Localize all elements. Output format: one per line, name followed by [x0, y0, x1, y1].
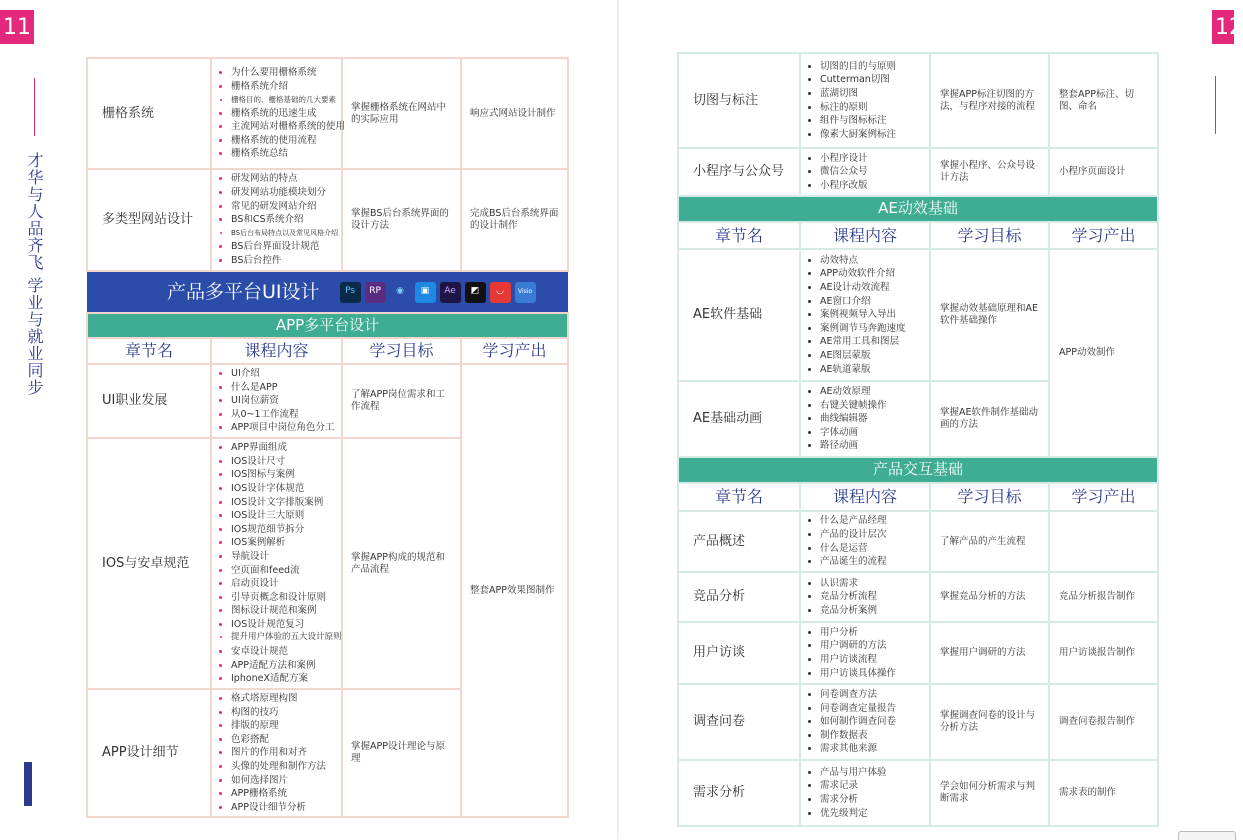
header-row	[87, 338, 568, 364]
content-item: • IphoneX适配方案	[231, 672, 337, 686]
software-icon: Ae	[440, 282, 461, 303]
section-title-row	[87, 313, 568, 338]
software-icon: ◡	[490, 282, 511, 303]
content-item: • 如何制作调查问卷	[820, 715, 925, 729]
content-item: • 引导页概念和设计原则	[231, 591, 337, 605]
content-item: • 动效特点	[820, 254, 925, 268]
header-output: 学习产出	[1049, 483, 1158, 511]
content-item: • 栅格系统介绍	[231, 80, 337, 94]
table-row	[678, 53, 1158, 148]
learning-goal: 掌握AE软件制作基础动画的方法	[930, 381, 1049, 457]
learning-goal: 了解产品的产生流程	[930, 511, 1049, 572]
content-item: • AE窗口介绍	[820, 295, 925, 309]
table-row	[87, 364, 568, 438]
learning-goal: 掌握栅格系统在网站中的实际应用	[342, 58, 461, 169]
course-content	[800, 249, 930, 381]
content-item: • 小程序设计	[820, 152, 925, 166]
content-item: • 组件与图标标注	[820, 114, 925, 128]
section-title: 产品交互基础	[678, 457, 1158, 483]
chapter-name: 产品概述	[678, 511, 800, 572]
content-item: • 图标设计规范和案例	[231, 604, 337, 618]
section-banner-row	[87, 271, 568, 313]
content-item: • 安卓设计规范	[231, 645, 337, 659]
content-item: • 字体动画	[820, 426, 925, 440]
course-content	[800, 684, 930, 760]
left-curriculum-table	[86, 57, 569, 818]
content-item: • 头像的处理和制作方法	[231, 760, 337, 774]
software-icon: ◉	[390, 282, 411, 303]
learning-output: 竞品分析报告制作	[1049, 572, 1158, 622]
header-goal: 学习目标	[930, 222, 1049, 249]
content-item: • 提升用户体验的五大设计原则	[231, 631, 337, 645]
chapter-name: 需求分析	[678, 760, 800, 826]
learning-output: 用户访谈报告制作	[1049, 622, 1158, 684]
learning-goal: 学会如何分析需求与判断需求	[930, 760, 1049, 826]
content-item: • Cutterman切图	[820, 73, 925, 87]
content-item: • 曲线编辑器	[820, 412, 925, 426]
content-item: • 路径动画	[820, 439, 925, 453]
learning-goal: 掌握竞品分析的方法	[930, 572, 1049, 622]
chapter-name: 用户访谈	[678, 622, 800, 684]
chapter-name: AE软件基础	[678, 249, 800, 381]
content-item: • 用户调研的方法	[820, 639, 925, 653]
content-item: • AE轨道蒙版	[820, 363, 925, 377]
header-row	[678, 483, 1158, 511]
table-row	[87, 58, 568, 169]
section-title: AE动效基础	[678, 196, 1158, 222]
content-item: • 启动页设计	[231, 577, 337, 591]
chapter-name: UI职业发展	[87, 364, 211, 438]
content-item: • IOS设计三大原则	[231, 509, 337, 523]
course-content	[800, 148, 930, 196]
chapter-name: 竞品分析	[678, 572, 800, 622]
content-item: • APP动效软件介绍	[820, 267, 925, 281]
section-title: APP多平台设计	[87, 313, 568, 338]
content-item: • 常见的研发网站介绍	[231, 200, 337, 214]
content-item: • 排版的原理	[231, 719, 337, 733]
table-row	[678, 511, 1158, 572]
content-item: • 微信公众号	[820, 165, 925, 179]
learning-output: APP动效制作	[1049, 249, 1158, 457]
learning-output: 整套APP效果图制作	[461, 364, 568, 817]
content-item: • 蓝湖切图	[820, 87, 925, 101]
content-item: • 案例调节马奔跑速度	[820, 322, 925, 336]
content-item: • 空页面和feed流	[231, 564, 337, 578]
content-item: • IOS设计文字排版案例	[231, 496, 337, 510]
content-item: • AE常用工具和图层	[820, 335, 925, 349]
software-icon: ◩	[465, 282, 486, 303]
content-item: • 图片的作用和对齐	[231, 746, 337, 760]
header-row	[678, 222, 1158, 249]
content-item: • 研发网站功能模块划分	[231, 186, 337, 200]
content-item: • 问卷调查方法	[820, 688, 925, 702]
book-spine	[617, 0, 619, 839]
learning-goal: 掌握APP构成的规范和产品流程	[342, 438, 461, 689]
content-item: • 产品诞生的流程	[820, 555, 925, 569]
course-content	[800, 381, 930, 457]
course-content	[800, 511, 930, 572]
content-item: • BS后台控件	[231, 254, 337, 268]
course-content	[800, 622, 930, 684]
header-chapter: 章节名	[678, 483, 800, 511]
content-item: • 色彩搭配	[231, 733, 337, 747]
content-item: • 竞品分析流程	[820, 590, 925, 604]
header-content: 课程内容	[211, 338, 342, 364]
content-item: • APP设计细节分析	[231, 801, 337, 815]
learning-output: 调查问卷报告制作	[1049, 684, 1158, 760]
page-number-left: 11	[0, 10, 34, 44]
table-row	[87, 169, 568, 271]
table-row	[678, 249, 1158, 381]
table-row	[678, 760, 1158, 826]
content-item: • AE设计动效流程	[820, 281, 925, 295]
learning-output	[1049, 511, 1158, 572]
learning-goal: 掌握用户调研的方法	[930, 622, 1049, 684]
software-icon: ▣	[415, 282, 436, 303]
content-item: • 案例视频导入导出	[820, 308, 925, 322]
banner-title: 产品多平台UI设计	[167, 280, 320, 303]
content-item: • 什么是运营	[820, 542, 925, 556]
content-item: • 需求其他来源	[820, 742, 925, 756]
content-item: • IOS规范细节拆分	[231, 523, 337, 537]
content-item: • BS后台界面设计规范	[231, 240, 337, 254]
content-item: • APP界面组成	[231, 441, 337, 455]
page-number-right: 12	[1212, 10, 1234, 44]
content-item: • BS和CS系统介绍	[231, 213, 337, 227]
learning-goal: 掌握APP设计理论与原理	[342, 689, 461, 817]
page-corner-tab	[1178, 831, 1236, 840]
content-item: • 栅格系统总结	[231, 147, 337, 161]
content-item: • 如何选择图片	[231, 774, 337, 788]
content-item: • IOS设计字体规范	[231, 482, 337, 496]
header-chapter: 章节名	[87, 338, 211, 364]
content-item: • 栅格系统的使用流程	[231, 134, 337, 148]
content-item: • 产品的设计层次	[820, 528, 925, 542]
content-item: • 优先级判定	[820, 807, 925, 821]
content-item: • IOS案例解析	[231, 536, 337, 550]
content-item: • 用户访谈具体操作	[820, 667, 925, 681]
learning-output: 响应式网站设计制作	[461, 58, 568, 169]
content-item: • 为什么要用栅格系统	[231, 66, 337, 80]
header-goal: 学习目标	[342, 338, 461, 364]
content-item: • 栅格系统的迅速生成	[231, 107, 337, 121]
content-item: • 什么是产品经理	[820, 514, 925, 528]
course-content	[800, 53, 930, 148]
software-icons	[340, 282, 536, 303]
content-item: • 产品与用户体验	[820, 766, 925, 780]
header-goal: 学习目标	[930, 483, 1049, 511]
table-row	[678, 148, 1158, 196]
learning-output: 小程序页面设计	[1049, 148, 1158, 196]
section-title-row	[678, 457, 1158, 483]
learning-output: 整套APP标注、切图、命名	[1049, 53, 1158, 148]
course-content	[211, 438, 342, 689]
content-item: • 栅格目的、栅格基础的几大要素	[231, 93, 337, 107]
chapter-name: IOS与安卓规范	[87, 438, 211, 689]
header-chapter: 章节名	[678, 222, 800, 249]
course-content	[211, 169, 342, 271]
content-item: • IOS图标与案例	[231, 468, 337, 482]
header-content: 课程内容	[800, 483, 930, 511]
course-content	[800, 760, 930, 826]
content-item: • 构图的技巧	[231, 706, 337, 720]
learning-goal: 掌握动效基础原理和AE软件基础操作	[930, 249, 1049, 381]
chapter-name: 多类型网站设计	[87, 169, 211, 271]
learning-output: 完成BS后台系统界面的设计制作	[461, 169, 568, 271]
content-item: • 认识需求	[820, 577, 925, 591]
chapter-name: 切图与标注	[678, 53, 800, 148]
software-icon: RP	[365, 282, 386, 303]
software-icon: Ps	[340, 282, 361, 303]
learning-goal: 掌握调查问卷的设计与分析方法	[930, 684, 1049, 760]
chapter-name: 小程序与公众号	[678, 148, 800, 196]
content-item: • 用户访谈流程	[820, 653, 925, 667]
course-content	[211, 689, 342, 817]
chapter-name: AE基础动画	[678, 381, 800, 457]
divider-line-right	[1215, 76, 1216, 134]
content-item: • APP适配方法和案例	[231, 659, 337, 673]
divider-line-left	[34, 78, 35, 136]
learning-goal: 掌握小程序、公众号设计方法	[930, 148, 1049, 196]
learning-output: 需求表的制作	[1049, 760, 1158, 826]
content-item: • 小程序改版	[820, 179, 925, 193]
header-output: 学习产出	[461, 338, 568, 364]
content-item: • IOS设计规范复习	[231, 618, 337, 632]
content-item: • UI介绍	[231, 367, 337, 381]
content-item: • UI岗位薪资	[231, 394, 337, 408]
side-slogan: 才华与人品齐飞 学业与就业同步	[25, 152, 44, 397]
content-item: • 什么是APP	[231, 381, 337, 395]
content-item: • 竞品分析案例	[820, 604, 925, 618]
content-item: • 问卷调查定量报告	[820, 702, 925, 716]
table-row	[678, 572, 1158, 622]
content-item: • 从0~1工作流程	[231, 408, 337, 422]
software-icon: Visio	[515, 282, 536, 303]
content-item: • 主流网站对栅格系统的使用	[231, 120, 337, 134]
chapter-name: APP设计细节	[87, 689, 211, 817]
section-banner	[87, 271, 568, 313]
right-curriculum-table	[677, 52, 1159, 827]
chapter-name: 调查问卷	[678, 684, 800, 760]
course-content	[211, 364, 342, 438]
content-item: • IOS设计尺寸	[231, 455, 337, 469]
content-item: • 像素大厨案例标注	[820, 128, 925, 142]
header-output: 学习产出	[1049, 222, 1158, 249]
content-item: • 研发网站的特点	[231, 172, 337, 186]
content-item: • 标注的原则	[820, 101, 925, 115]
chapter-name: 栅格系统	[87, 58, 211, 169]
content-item: • 格式塔原理构图	[231, 692, 337, 706]
table-row	[678, 622, 1158, 684]
content-item: • 制作数据表	[820, 729, 925, 743]
content-item: • AE图层蒙版	[820, 349, 925, 363]
section-title-row	[678, 196, 1158, 222]
content-item: • 用户分析	[820, 626, 925, 640]
content-item: • BS后台布局特点以及常见风格介绍	[231, 227, 337, 241]
content-item: • 需求记录	[820, 779, 925, 793]
learning-goal: 掌握APP标注切图的方法，与程序对接的流程	[930, 53, 1049, 148]
content-item: • APP栅格系统	[231, 787, 337, 801]
content-item: • APP项目中岗位角色分工	[231, 421, 337, 435]
content-item: • 切图的目的与原则	[820, 60, 925, 74]
content-item: • 导航设计	[231, 550, 337, 564]
course-content	[800, 572, 930, 622]
content-item: • 需求分析	[820, 793, 925, 807]
learning-goal: 了解APP岗位需求和工作流程	[342, 364, 461, 438]
course-content	[211, 58, 346, 169]
accent-bar	[24, 762, 32, 806]
learning-goal: 掌握BS后台系统界面的设计方法	[342, 169, 461, 271]
content-item: • AE动效原理	[820, 385, 925, 399]
table-row	[678, 684, 1158, 760]
header-content: 课程内容	[800, 222, 930, 249]
content-item: • 右键关键帧操作	[820, 399, 925, 413]
